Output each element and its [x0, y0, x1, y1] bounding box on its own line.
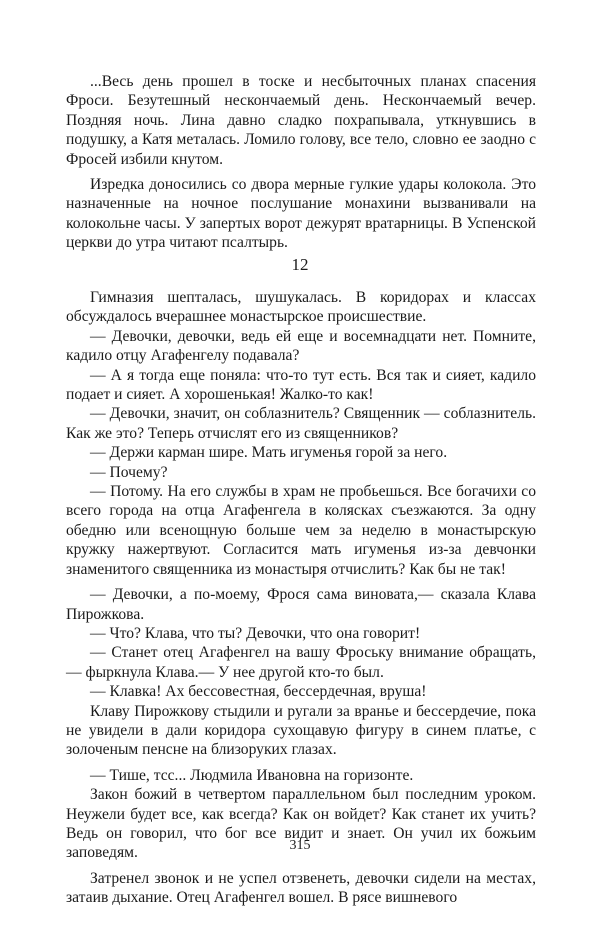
chapter-text: [66, 288, 536, 908]
paragraph: Клаву Пирожкову стыдили и ругали за вранье и бессердечие, пока не увидели в дали коридора сухощавую фигуру в синем платье, с золоченым пенсне на близоруких глазах.: [66, 702, 536, 759]
paragraph: — Девочки, девочки, ведь ей еще и восемнадцати нет. Помните, кадило отцу Агафенгелу подавала?: [66, 327, 536, 365]
paragraph: — Девочки, значит, он соблазнитель? Священник — соблазнитель. Как же это? Теперь отчислят его из священников?: [66, 405, 536, 442]
paragraph: — Девочки, а по-моему, Фрося сама виновата,— сказала Клава Пирожкова.: [66, 586, 536, 623]
paragraph: Закон божий в четвертом параллельном был последним уроком. Неужели будет все, как всегда? Как он войдет? Как станет их учить? Ведь он говорил, что бог все видит и знает. Он учил их божьим заповедям.: [66, 786, 536, 862]
paragraph: — Потому. На его службы в храм не пробьешься. Все богачихи со всего города на отца Агафенгела в колясках съезжаются. За одну обедню или всенощную больше чем за неделю в монастырскую кружку нажертвуют. Согласится мать игуменья из-за девчонки знаменитого священника из монастыря отчислить? Как бы не так!: [66, 483, 536, 578]
paragraph: Затренел звонок и не успел отзвенеть, девочки сидели на местах, затаив дыхание. Отец Агафенгел вошел. В рясе вишневого: [66, 869, 536, 907]
text-before-chapter: [66, 72, 536, 253]
paragraph: ...Весь день прошел в тоске и несбыточных планах спасения Фроси. Безутешный нескончаемый день. Нескончаемый вечер. Поздняя ночь. Лина давно сладко похрапывала, уткнувшись в подушку, а Катя металась. Ломило голову, все тело, словно ее заодно с Фросей избили кнутом.: [66, 73, 536, 168]
paragraph: — Станет отец Агафенгел на вашу Фроську внимание обращать,— фыркнула Клава.— У нее другой кто-то был.: [66, 644, 536, 681]
paragraph: — Держи карман шире. Мать игуменья горой за него.: [90, 444, 448, 462]
page-number: 315: [289, 838, 311, 853]
paragraph: Изредка доносились со двора мерные гулкие удары колокола. Это назначенные на ночное послушание монахини вызванивали на колокольне часы. У запертых ворот дежурят вратарницы. В Успенской церкви до утра читают псалтырь.: [66, 176, 536, 252]
paragraph: — А я тогда еще поняла: что-то тут есть. Вся так и сияет, кадило подает и сияет. А хорошенькая! Жалко-то как!: [66, 366, 536, 404]
paragraph: — Тише, тсс... Людмила Ивановна на горизонте.: [90, 766, 414, 784]
paragraph: — Что? Клава, что ты? Девочки, что она говорит!: [90, 624, 421, 642]
chapter-number: 12: [291, 255, 309, 274]
paragraph: — Почему?: [90, 463, 168, 481]
paragraph: — Клавка! Ах бессовестная, бессердечная, вруша!: [90, 683, 427, 701]
paragraph: Гимназия шепталась, шушукалась. В коридорах и классах обсуждалось вчерашнее монастырское происшествие.: [66, 289, 536, 326]
